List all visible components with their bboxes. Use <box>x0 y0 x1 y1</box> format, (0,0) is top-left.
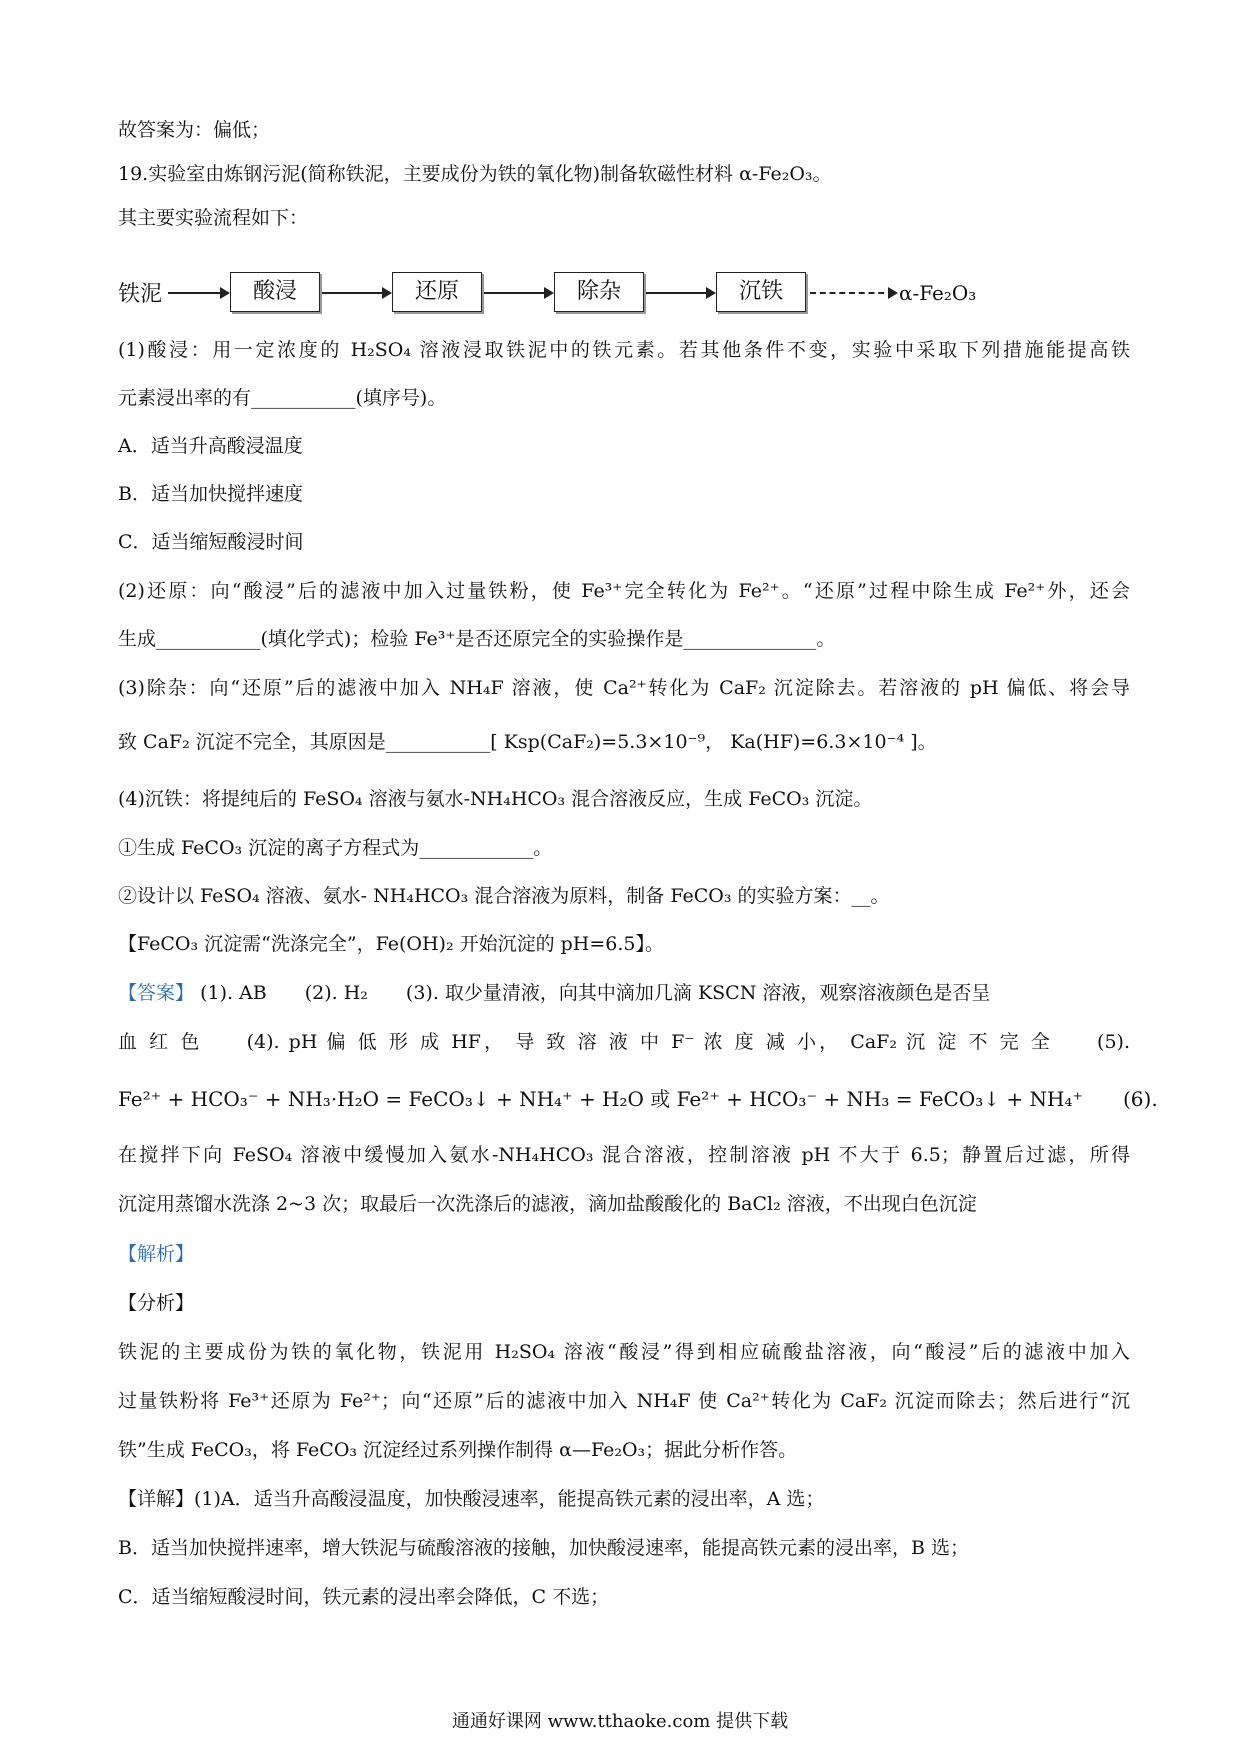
flow-dashed-arrow <box>810 292 894 294</box>
question-2-text: 生成___________(填化学式)；检验 Fe³⁺是否还原完全的实验操作是______________。 <box>118 628 836 650</box>
answer-equation: Fe²⁺ + HCO₃⁻ + NH₃·H₂O = FeCO₃↓ + NH₄⁺ + H₂O 或 Fe²⁺ + HCO₃⁻ + NH₃ = FeCO₃↓ + NH₄⁺ (6). <box>118 1087 1158 1111</box>
flow-step-box: 除杂 <box>554 272 644 312</box>
analysis-text: 铁”生成 FeCO₃，将 FeCO₃ 沉淀经过系列操作制得 α—Fe₂O₃；据此分析作答。 <box>118 1439 798 1461</box>
process-flow-diagram <box>118 270 1118 320</box>
flow-step-box: 酸浸 <box>230 272 320 312</box>
question-3-text: (3)除杂：向“还原”后的滤液中加入 NH₄F 溶液，使 Ca²⁺转化为 CaF₂ 沉淀除去。若溶液的 pH 偏低、将会导 <box>118 677 1130 699</box>
flow-arrow <box>168 292 228 294</box>
analysis-text: 铁泥的主要成份为铁的氧化物，铁泥用 H₂SO₄ 溶液“酸浸”得到相应硫酸盐溶液，向“酸浸”后的滤液中加入 <box>118 1341 1130 1363</box>
answer-tag: 【答案】 <box>118 982 195 1004</box>
analysis-tag: 【解析】 <box>118 1243 195 1265</box>
option-b: B．适当加快搅拌速度 <box>118 483 303 505</box>
page-footer: 通通好课网 www.tthaoke.com 提供下载 <box>451 1711 789 1732</box>
question-4-note: 【FeCO₃ 沉淀需“洗涤完全”，Fe(OH)₂ 开始沉淀的 pH=6.5】。 <box>118 933 665 955</box>
flow-arrow <box>646 292 714 294</box>
answer-line <box>118 981 1130 1007</box>
answer-text: 沉淀用蒸馏水洗涤 2~3 次；取最后一次洗涤后的滤液，滴加盐酸酸化的 BaCl₂ 溶液，不出现白色沉淀 <box>118 1193 977 1215</box>
answer-text: 血 红 色 (4). pH 偏 低 形 成 HF， 导 致 溶 液 中 F⁻ 浓 度 减 小， CaF₂ 沉 淀 不 完 全 (5). <box>118 1031 1130 1053</box>
flow-start-label: 铁泥 <box>118 282 163 307</box>
answer-text: (1). AB (2). H₂ (3). 取少量清液，向其中滴加几滴 KSCN 溶液，观察溶液颜色是否呈 <box>200 982 991 1004</box>
answer-text: 在搅拌下向 FeSO₄ 溶液中缓慢加入氨水-NH₄HCO₃ 混合溶液，控制溶液 pH 不大于 6.5；静置后过滤，所得 <box>118 1144 1130 1166</box>
option-a: A．适当升高酸浸温度 <box>118 435 303 457</box>
flow-step-box: 还原 <box>392 272 482 312</box>
text-line: 故答案为：偏低； <box>118 119 271 141</box>
question-4-text: (4)沉铁：将提纯后的 FeSO₄ 溶液与氨水-NH₄HCO₃ 混合溶液反应，生成 FeCO₃ 沉淀。 <box>118 788 873 810</box>
flow-end-label: α-Fe₂O₃ <box>899 281 977 305</box>
detail-text: 【详解】(1)A．适当升高酸浸温度，加快酸浸速率，能提高铁元素的浸出率，A 选； <box>118 1488 825 1510</box>
question-4-part-1: ①生成 FeCO₃ 沉淀的离子方程式为____________。 <box>118 837 553 859</box>
question-2-text: (2)还原：向“酸浸”后的滤液中加入过量铁粉，使 Fe³⁺完全转化为 Fe²⁺。“还原”过程中除生成 Fe²⁺外，还会 <box>118 580 1130 602</box>
option-c: C．适当缩短酸浸时间 <box>118 531 304 553</box>
detail-text: C．适当缩短酸浸时间，铁元素的浸出率会降低，C 不选； <box>118 1586 610 1608</box>
detail-text: B．适当加快搅拌速率，增大铁泥与硫酸溶液的接触，加快酸浸速率，能提高铁元素的浸出率，B 选； <box>118 1537 969 1559</box>
question-1-text: (1)酸浸：用一定浓度的 H₂SO₄ 溶液浸取铁泥中的铁元素。若其他条件不变，实验中采取下列措施能提高铁 <box>118 339 1130 361</box>
question-19-title: 19.实验室由炼钢污泥(简称铁泥，主要成份为铁的氧化物)制备软磁性材料 α-Fe₂O₃。 <box>118 163 832 185</box>
flow-step-box: 沉铁 <box>716 272 806 312</box>
question-4-part-2: ②设计以 FeSO₄ 溶液、氨水- NH₄HCO₃ 混合溶液为原料，制备 FeCO₃ 的实验方案：__。 <box>118 885 890 907</box>
flow-arrow <box>484 292 552 294</box>
flow-arrow <box>322 292 390 294</box>
question-3-text: 致 CaF₂ 沉淀不完全，其原因是___________[ Ksp(CaF₂)=5.3×10⁻⁹， Ka(HF)=6.3×10⁻⁴ ]。 <box>118 731 937 753</box>
analysis-heading: 【分析】 <box>118 1292 195 1314</box>
question-1-text: 元素浸出率的有___________(填序号)。 <box>118 387 447 409</box>
text-line: 其主要实验流程如下： <box>118 207 309 229</box>
analysis-text: 过量铁粉将 Fe³⁺还原为 Fe²⁺；向“还原”后的滤液中加入 NH₄F 使 Ca²⁺转化为 CaF₂ 沉淀而除去；然后进行“沉 <box>118 1390 1130 1412</box>
